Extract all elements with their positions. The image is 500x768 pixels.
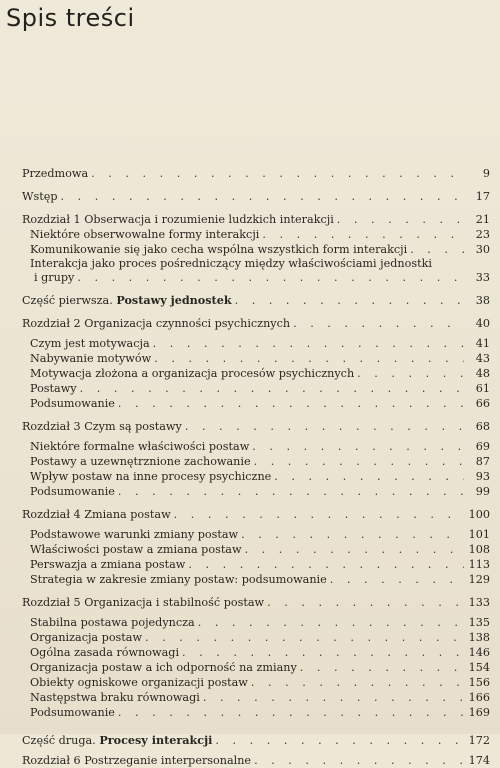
- toc-page-number: 154: [468, 661, 490, 674]
- toc-entry: [22, 227, 490, 242]
- toc-entry-text: Organizacja postaw: [30, 631, 143, 644]
- toc-entry: [22, 660, 490, 675]
- toc-entry: [22, 572, 490, 587]
- toc-entry: [22, 557, 490, 572]
- toc-entry: [22, 366, 490, 381]
- part-title: Postawy jednostek: [116, 293, 232, 307]
- toc-entry-text: Rozdział 5 Organizacja i stabilność postaw: [22, 596, 265, 609]
- toc-entry-text: Niektóre formalne właściwości postaw: [30, 440, 250, 453]
- toc-entry: [22, 595, 490, 610]
- dot-leader: [274, 469, 464, 484]
- toc-page-number: 69: [475, 440, 490, 453]
- toc-entry: [22, 675, 490, 690]
- dot-leader: [330, 572, 464, 587]
- toc-entry: [22, 630, 490, 645]
- toc-page-number: 21: [475, 213, 490, 226]
- toc-entry-text: Wstęp: [22, 190, 58, 203]
- toc-entry-text: Rozdział 6 Postrzeganie interpersonalne: [22, 754, 252, 767]
- toc-entry: [22, 166, 490, 181]
- toc-entry-text: Podsumowanie: [30, 706, 115, 719]
- table-of-contents: [22, 166, 490, 768]
- toc-page-number: 66: [475, 397, 490, 410]
- toc-entry-text: Strategia w zakresie zmiany postaw: podsumowanie: [30, 573, 327, 586]
- toc-entry: [22, 396, 490, 411]
- toc-entry: [22, 189, 490, 204]
- dot-leader: [118, 705, 464, 720]
- toc-entry: [22, 690, 490, 705]
- dot-leader: [235, 293, 464, 308]
- toc-entry-text: Podstawowe warunki zmiany postaw: [30, 528, 239, 541]
- dot-leader: [188, 557, 464, 572]
- toc-entry: [22, 242, 490, 257]
- toc-page-number: 166: [468, 691, 490, 704]
- toc-entry: [22, 469, 490, 484]
- dot-leader: [337, 212, 464, 227]
- dot-leader: [198, 615, 464, 630]
- toc-page-number: 129: [468, 573, 490, 586]
- toc-page-number: 17: [475, 190, 490, 203]
- toc-entry-text: Niektóre obserwowalne formy interakcji: [30, 228, 260, 241]
- toc-entry-text: Część druga. Procesy interakcji: [22, 733, 213, 747]
- toc-entry-text: Właściwości postaw a zmiana postaw: [30, 543, 242, 556]
- toc-entry-text: Motywacja złożona a organizacja procesów psychicznych: [30, 367, 355, 380]
- dot-leader: [245, 542, 464, 557]
- toc-entry: [22, 484, 490, 499]
- dot-leader: [174, 507, 464, 522]
- toc-page-number: 174: [468, 754, 490, 767]
- toc-entry: [22, 381, 490, 396]
- dot-leader: [300, 660, 464, 675]
- dot-leader: [267, 595, 464, 610]
- toc-entry-text: Wpływ postaw na inne procesy psychiczne: [30, 470, 272, 483]
- toc-entry: [22, 419, 490, 434]
- toc-page-number: 169: [468, 706, 490, 719]
- toc-entry-text: Przedmowa: [22, 167, 89, 180]
- toc-entry-text: Czym jest motywacja: [30, 337, 150, 350]
- toc-entry: [22, 753, 490, 768]
- toc-entry: [30, 270, 490, 285]
- toc-entry: [22, 336, 490, 351]
- toc-entry-text: Rozdział 2 Organizacja czynności psychicznych: [22, 317, 291, 330]
- toc-entry-text: Podsumowanie: [30, 485, 115, 498]
- toc-entry-text: Ogólna zasada równowagi: [30, 646, 180, 659]
- dot-leader: [118, 396, 464, 411]
- dot-leader: [215, 733, 464, 748]
- dot-leader: [118, 484, 464, 499]
- dot-leader: [77, 270, 464, 285]
- toc-page-number: 113: [468, 558, 490, 571]
- toc-page-number: 172: [468, 734, 490, 747]
- dot-leader: [293, 316, 464, 331]
- dot-leader: [203, 690, 464, 705]
- dot-leader: [154, 351, 464, 366]
- toc-page-number: 41: [475, 337, 490, 350]
- toc-entry-text: Podsumowanie: [30, 397, 115, 410]
- toc-entry-text: Obiekty ogniskowe organizacji postaw: [30, 676, 248, 689]
- toc-page-number: 156: [468, 676, 490, 689]
- toc-page-number: 100: [468, 508, 490, 521]
- toc-page-number: 40: [475, 317, 490, 330]
- toc-page-number: 101: [468, 528, 490, 541]
- toc-page-number: 108: [468, 543, 490, 556]
- toc-entry-text: Część pierwsza. Postawy jednostek: [22, 293, 232, 307]
- toc-page-number: 87: [475, 455, 490, 468]
- toc-page-number: 135: [468, 616, 490, 629]
- dot-leader: [241, 527, 464, 542]
- toc-page-number: 93: [475, 470, 490, 483]
- toc-entry-text: Nabywanie motywów: [30, 352, 152, 365]
- toc-page-number: 61: [475, 382, 490, 395]
- toc-entry-text: Stabilna postawa pojedyncza: [30, 616, 195, 629]
- toc-page-number: 48: [475, 367, 490, 380]
- toc-entry-text: Postawy: [30, 382, 77, 395]
- toc-entry: [22, 705, 490, 720]
- toc-entry-text: Następstwa braku równowagi: [30, 691, 200, 704]
- dot-leader: [145, 630, 464, 645]
- part-title: Procesy interakcji: [99, 733, 213, 747]
- toc-entry-text: i grupy: [34, 271, 75, 284]
- toc-entry: [22, 439, 490, 454]
- toc-entry-text: Perswazja a zmiana postaw: [30, 558, 186, 571]
- toc-entry-multiline: [22, 257, 490, 285]
- toc-page-number: 9: [482, 167, 490, 180]
- toc-entry: [22, 527, 490, 542]
- toc-page-number: 68: [475, 420, 490, 433]
- toc-entry-text: Organizacja postaw a ich odporność na zmiany: [30, 661, 297, 674]
- toc-entry: [22, 351, 490, 366]
- dot-leader: [91, 166, 464, 181]
- dot-leader: [182, 645, 464, 660]
- toc-entry: [22, 316, 490, 331]
- toc-page-number: 33: [475, 271, 490, 284]
- dot-leader: [252, 439, 464, 454]
- dot-leader: [254, 753, 464, 768]
- dot-leader: [254, 454, 464, 469]
- dot-leader: [251, 675, 464, 690]
- toc-entry: [22, 507, 490, 522]
- toc-entry: [22, 615, 490, 630]
- dot-leader: [153, 336, 464, 351]
- toc-entry-text: Rozdział 1 Obserwacja i rozumienie ludzkich interakcji: [22, 213, 334, 226]
- toc-entry-text: Interakcja jako proces pośredniczący między właściwościami jednostki: [30, 257, 432, 270]
- page-title: Spis treści: [6, 4, 135, 32]
- toc-page-number: 146: [468, 646, 490, 659]
- toc-page-number: 38: [475, 294, 490, 307]
- toc-entry: [22, 293, 490, 308]
- toc-page-number: 133: [468, 596, 490, 609]
- toc-entry: [22, 542, 490, 557]
- toc-page-number: 23: [475, 228, 490, 241]
- dot-leader: [80, 381, 464, 396]
- toc-page-number: 30: [475, 243, 490, 256]
- toc-page-number: 43: [475, 352, 490, 365]
- toc-entry: [22, 212, 490, 227]
- dot-leader: [410, 242, 464, 257]
- toc-entry: [22, 454, 490, 469]
- toc-entry-text: Postawy a uzewnętrznione zachowanie: [30, 455, 251, 468]
- toc-page-number: 99: [475, 485, 490, 498]
- toc-entry: [22, 733, 490, 748]
- toc-entry-text: Komunikowanie się jako cecha wspólna wszystkich form interakcji: [30, 243, 408, 256]
- toc-entry: [22, 645, 490, 660]
- dot-leader: [262, 227, 464, 242]
- dot-leader: [61, 189, 464, 204]
- toc-entry-text: Rozdział 3 Czym są postawy: [22, 420, 182, 433]
- dot-leader: [185, 419, 464, 434]
- toc-entry-text: Rozdział 4 Zmiana postaw: [22, 508, 171, 521]
- toc-page-number: 138: [468, 631, 490, 644]
- dot-leader: [357, 366, 464, 381]
